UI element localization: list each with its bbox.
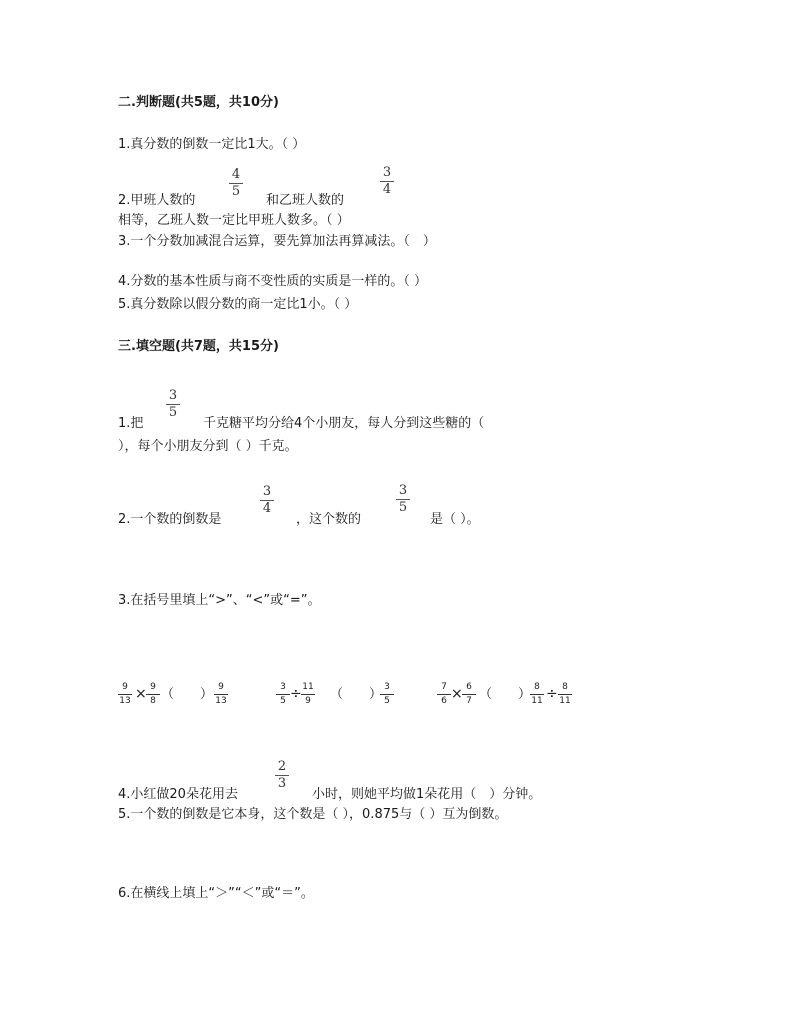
fraction-denominator: 13 [119, 696, 131, 706]
fraction-numerator: 11 [302, 682, 314, 692]
fraction-bar [530, 694, 544, 695]
fraction-denominator: 4 [382, 182, 392, 197]
question-3-4-part-b: 小时，则她平均做1朵花用（ ）分钟。 [312, 787, 542, 802]
question-3-3: 3.在括号里填上“>”、“<”或“=”。 [118, 593, 321, 608]
fraction-numerator: 2 [277, 759, 287, 774]
fraction-denominator: 13 [215, 696, 227, 706]
fraction-denominator: 11 [559, 696, 571, 706]
fraction [461, 682, 477, 707]
section-title-fill-in: 三.填空题(共7题，共15分) [118, 339, 279, 354]
question-2-3: 3.一个分数加减混合运算，要先算加法再算减法。（ ） [118, 234, 436, 249]
fraction-denominator: 5 [398, 500, 408, 515]
question-2-1: 1.真分数的倒数一定比1大。（ ） [118, 137, 306, 152]
fraction [275, 682, 291, 707]
fraction-3-4 [378, 166, 396, 197]
question-2-4: 4.分数的基本性质与商不变性质的实质是一样的。（ ） [118, 274, 428, 289]
answer-blank[interactable]: （ ） [161, 687, 214, 702]
fraction-denominator: 7 [466, 696, 472, 706]
fraction [145, 682, 161, 707]
question-2-2-part-b: 和乙班人数的 [266, 193, 345, 208]
fraction-denominator: 8 [150, 696, 156, 706]
fraction-denominator: 5 [384, 696, 390, 706]
fraction [117, 682, 133, 707]
fraction-bar [462, 694, 476, 695]
fraction [379, 682, 395, 707]
fraction-numerator: 3 [262, 484, 272, 499]
fraction [529, 682, 545, 707]
fraction-denominator: 5 [168, 405, 178, 420]
operator: × [135, 686, 147, 702]
question-3-2-part-c: 是（ ）。 [430, 512, 480, 527]
operator: × [451, 686, 463, 702]
fraction [557, 682, 573, 707]
question-2-5: 5.真分数除以假分数的商一定比1小。（ ） [118, 297, 358, 312]
fraction-numerator: 3 [382, 165, 392, 180]
answer-blank[interactable]: （ ） [479, 687, 532, 702]
question-3-1-part-c: ），每个小朋友分到（ ）千克。 [118, 439, 298, 454]
fraction-denominator: 5 [280, 696, 286, 706]
fraction-bar [276, 694, 290, 695]
question-3-2-part-b: ，这个数的 [296, 512, 362, 527]
fraction-bar [558, 694, 572, 695]
answer-blank[interactable]: （ ） [330, 687, 383, 702]
fraction-numerator: 9 [218, 682, 224, 692]
fraction-denominator: 9 [305, 696, 311, 706]
fraction-bar [301, 694, 315, 695]
fraction-numerator: 7 [441, 682, 447, 692]
question-3-5: 5.一个数的倒数是它本身，这个数是（ ），0.875与（ ）互为倒数。 [118, 807, 508, 822]
fraction-bar [214, 694, 228, 695]
question-3-1-part-b: 千克糖平均分给4个小朋友，每人分到这些糖的（ [203, 416, 485, 431]
fraction-bar [380, 694, 394, 695]
fraction-numerator: 3 [398, 483, 408, 498]
section-title-judgement: 二.判断题(共5题，共10分) [118, 95, 279, 110]
fraction-2-3 [273, 760, 291, 791]
fraction-numerator: 8 [534, 682, 540, 692]
fraction-numerator: 3 [384, 682, 390, 692]
fraction-numerator: 6 [466, 682, 472, 692]
fraction-3-5 [394, 484, 412, 515]
question-2-2-part-c: 相等，乙班人数一定比甲班人数多。（ ） [118, 213, 350, 228]
operator: ÷ [290, 686, 302, 702]
fraction-denominator: 3 [277, 776, 287, 791]
fraction-numerator: 4 [231, 167, 241, 182]
fraction-numerator: 8 [562, 682, 568, 692]
question-3-4-part-a: 4.小红做20朵花用去 [118, 787, 238, 802]
fraction-bar [118, 694, 132, 695]
fraction-bar [146, 694, 160, 695]
fraction-denominator: 5 [231, 184, 241, 199]
question-3-1-part-a: 1.把 [118, 416, 144, 431]
fraction [300, 682, 316, 707]
question-2-2-part-a: 2.甲班人数的 [118, 193, 196, 208]
fraction-denominator: 11 [531, 696, 543, 706]
fraction-denominator: 6 [441, 696, 447, 706]
question-3-6: 6.在横线上填上“＞”“＜”或“＝”。 [118, 886, 314, 901]
fraction-numerator: 3 [168, 388, 178, 403]
fraction-bar [437, 694, 451, 695]
fraction [213, 682, 229, 707]
fraction-3-4 [258, 485, 276, 516]
question-3-2-part-a: 2.一个数的倒数是 [118, 512, 222, 527]
fraction-denominator: 4 [262, 501, 272, 516]
fraction-numerator: 9 [122, 682, 128, 692]
fraction-numerator: 3 [280, 682, 286, 692]
fraction-numerator: 9 [150, 682, 156, 692]
operator: ÷ [546, 686, 558, 702]
fraction-3-5 [164, 389, 182, 420]
fraction [436, 682, 452, 707]
fraction-4-5 [227, 168, 245, 199]
